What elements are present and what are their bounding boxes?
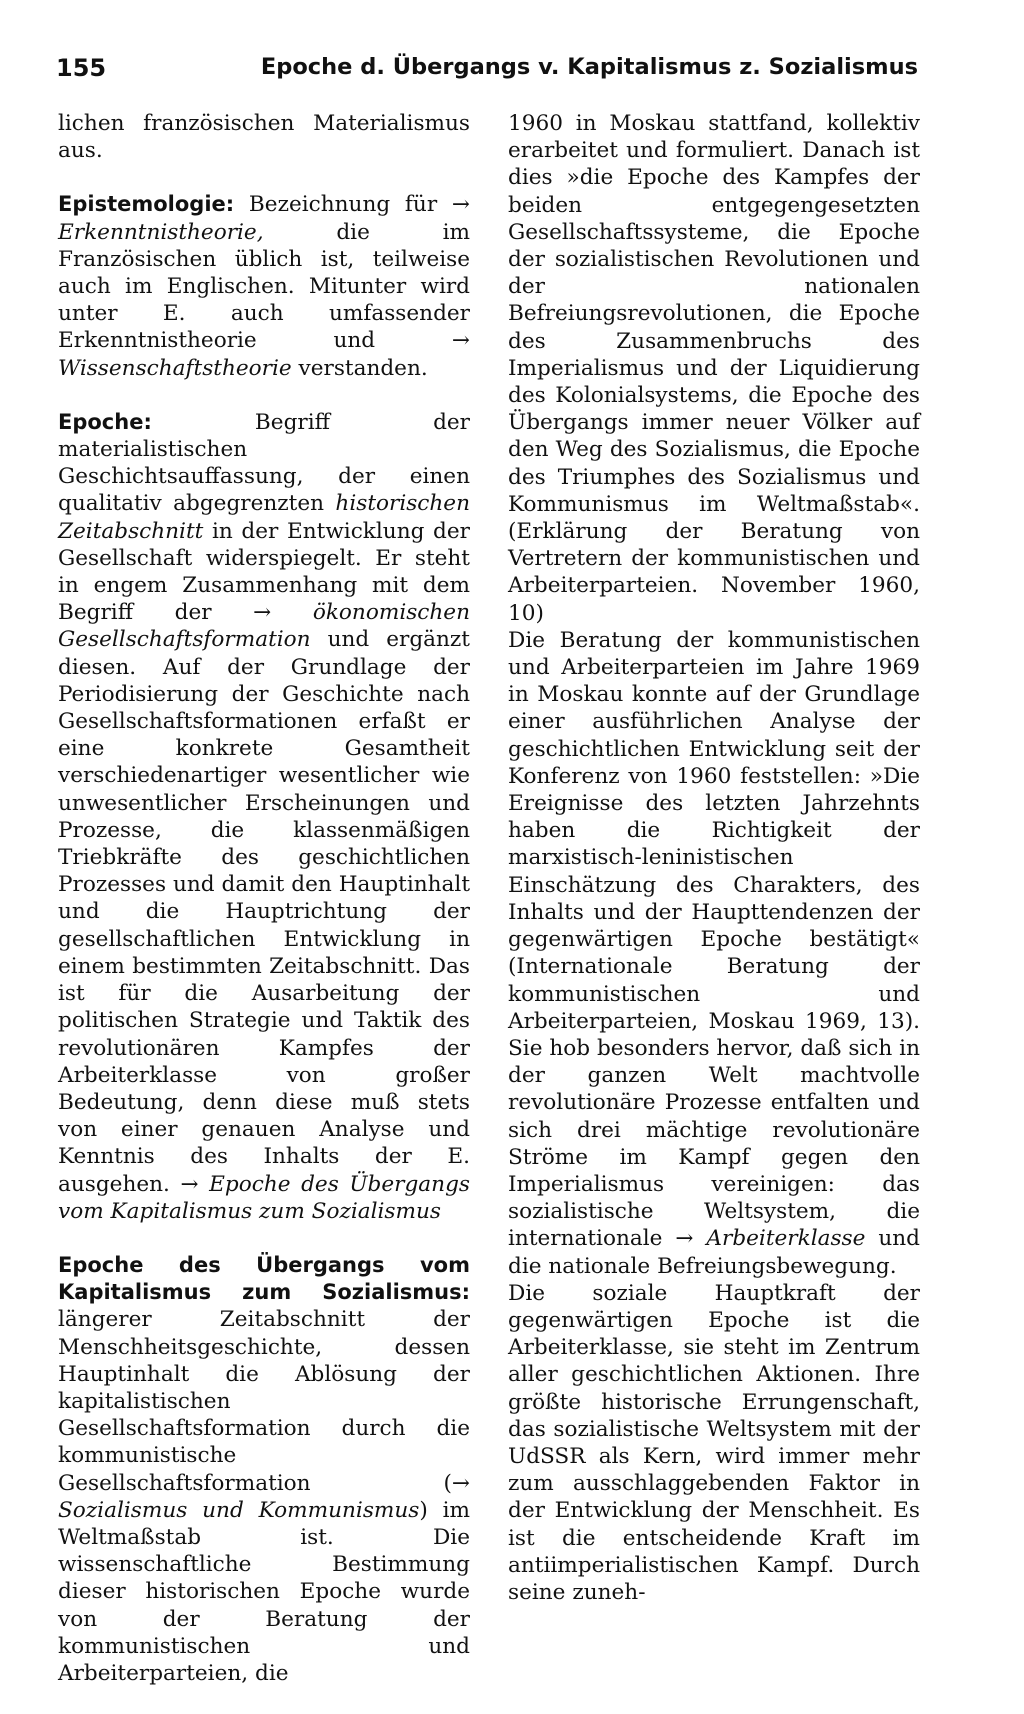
entry-text: Begriff der materialistischen Geschichtsauffassung, der einen qualitativ abgegrenzten [58,409,470,517]
right-column [508,110,920,1606]
emphasis-historischen-zeitabschnitt: historischen Zeitabschnitt [58,491,470,544]
headword-epoche: Epoche: [58,409,152,434]
cross-reference-erkenntnistheorie: → Erkenntnistheorie, [58,192,470,245]
left-column [58,110,470,1714]
cross-reference-sozialismus-kommunismus: → Sozialismus und Kommunismus [58,1470,470,1523]
paragraph-hauptkraft: Die soziale Hauptkraft der gegenwärtigen Epoche ist die Arbeiterklasse, sie steht im Zentrum aller geschichtlichen Aktionen. Ihre größte historische Errungenschaft, das sozialistische Weltsystem mit der UdSSR als Kern, wird immer mehr zum ausschlaggebenden Faktor in der Entwicklung der Menschheit. Es ist die entscheidende Kraft im antiimperialistischen Kampf. Durch seine zuneh- [508,1280,920,1605]
entry-epoche-uebergang [58,1252,470,1687]
cross-reference-gesellschaftsformation: → ökonomischen Gesellschaftsformation [58,600,470,653]
entry-text: verstanden. [291,355,428,381]
cross-reference-wissenschaftstheorie: → Wissenschaftstheorie [58,328,470,381]
entry-epoche [58,409,470,1225]
headword-epistemologie: Epistemologie: [58,192,235,217]
entry-text: Bezeichnung für [234,192,452,218]
cross-reference-epoche-uebergang: → Epoche des Übergangs vom Kapitalismus zum Sozialismus [58,1171,470,1224]
entry-text: die im Französischen üblich ist, teilweise auch im Englischen. Mitunter wird unter E. auch umfassender Erkenntnistheorie und [58,219,470,354]
page-number: 155 [56,54,107,82]
paragraph-1960-beratung: 1960 in Moskau stattfand, kollektiv erarbeitet und formuliert. Danach ist dies »die Epoche des Kampfes der beiden entgegengesetzten Gesellschaftssysteme, die Epoche der sozialistischen Revolutionen und der nationalen Befreiungsrevolutionen, die Epoche des Zusammenbruchs des Imperialismus und der Liquidierung des Kolonialsystems, die Epoche des Übergangs immer neuer Völker auf den Weg des Sozialismus, die Epoche des Triumphes des Sozialismus und Kommunismus im Weltmaßstab«. (Erklärung der Beratung von Vertretern der kommunistischen und Arbeiterparteien. November 1960, 10) [508,111,920,626]
page-header [56,54,918,94]
entry-text: ) im Weltmaßstab ist. Die wissenschaftliche Bestimmung dieser historischen Epoche wurde von der Beratung der kommunistischen und Arbeiterparteien, die [58,1497,471,1686]
continuation-paragraph: lichen französischen Materialismus aus. [58,111,470,164]
cross-reference-arbeiterklasse: → Arbeiterklasse [675,1226,866,1252]
headword-epoche-uebergang: Epoche des Übergangs vom Kapitalismus zum Sozialismus: [58,1252,470,1305]
paragraph-text: und die nationale Befreiungsbewegung. [508,1226,920,1279]
entry-text: längerer Zeitabschnitt der Menschheitsgeschichte, dessen Hauptinhalt die Ablösung der kapitalistischen Gesellschaftsformation durch die kommunistische Gesellschaftsformation ( [58,1307,470,1496]
paragraph-text: Die Beratung der kommunistischen und Arbeiterparteien im Jahre 1969 in Moskau konnte auf der Grundlage einer ausführlichen Analyse der geschichtlichen Entwicklung seit der Konferenz von 1960 feststellen: »Die Ereignisse des letzten Jahrzehnts haben die Richtigkeit der marxistisch-leninistischen Einschätzung des Charakters, des Inhalts und der Haupttendenzen der gegenwärtigen Epoche bestätigt« (Internationale Beratung der kommunistischen und Arbeiterparteien, Moskau 1969, 13). Sie hob besonders hervor, daß sich in der ganzen Welt machtvolle revolutionäre Prozesse entfalten und sich drei mächtige revolutionäre Ströme im Kampf gegen den Imperialismus vereinigen: das sozialistische Weltsystem, die internationale [508,627,920,1252]
running-head: Epoche d. Übergangs v. Kapitalismus z. Sozialismus [260,54,918,80]
entry-text: in der Entwicklung der Gesellschaft widerspiegelt. Er steht in engem Zusammenhang mit dem Begriff der [58,518,470,626]
paragraph-1969-beratung [508,627,920,1280]
entry-epistemologie [58,191,470,381]
entry-text: und ergänzt diesen. Auf der Grundlage der Periodisierung der Geschichte nach Gesellschaftsformationen erfaßt er eine konkrete Gesamtheit verschiedenartiger wesentlicher wie unwesentlicher Erscheinungen und Prozesse, die klassenmäßigen Triebkräfte des geschichtlichen Prozesses und damit den Hauptinhalt und die Hauptrichtung der gesellschaftlichen Entwicklung in einem bestimmten Zeitabschnitt. Das ist für die Ausarbeitung der politischen Strategie und Taktik des revolutionären Kampfes der Arbeiterklasse von großer Bedeutung, denn diese muß stets von einer genauen Analyse und Kenntnis des Inhalts der E. ausgehen. [58,627,470,1197]
